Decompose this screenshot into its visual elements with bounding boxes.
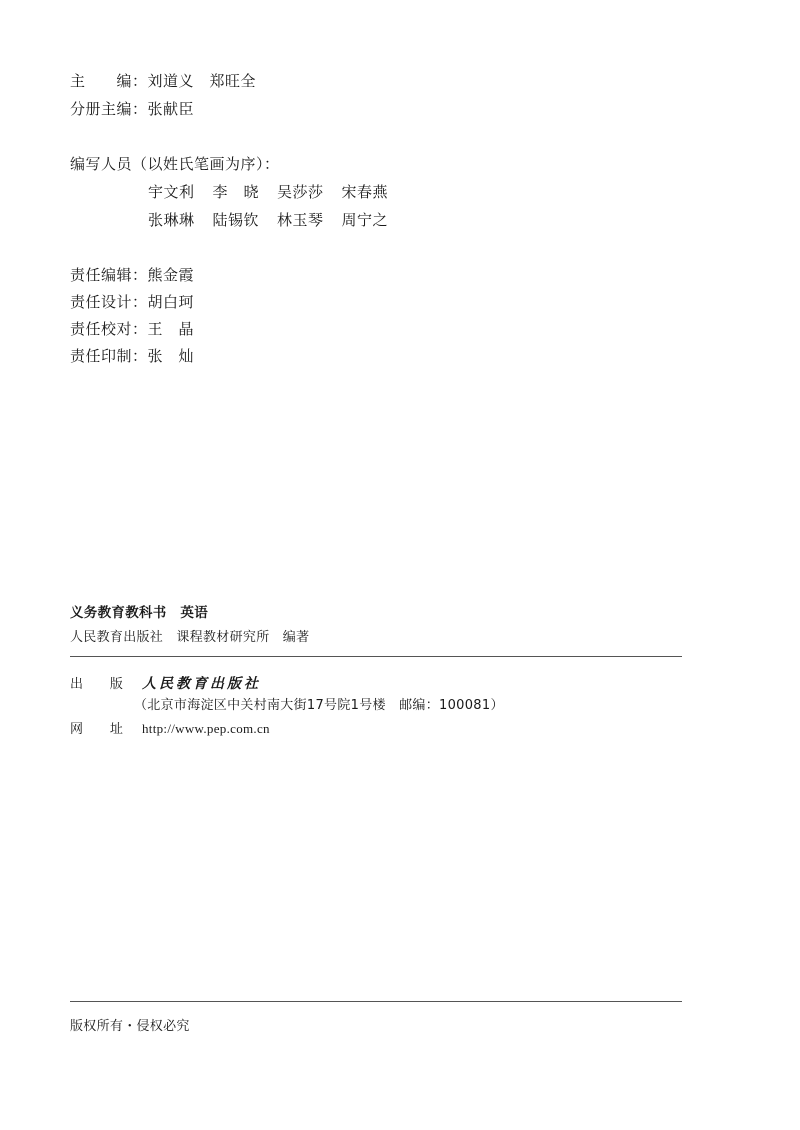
chief-editor-line [70,74,256,89]
writers-row-1 [148,185,406,200]
bottom-divider [70,1001,682,1002]
writers-label: 编写人员（以姓氏笔画为序）： [70,155,280,173]
chief-editor-value: 刘道义 郑旺全 [147,72,257,90]
writer-name: 宋春燕 [341,183,389,201]
responsible-editor-value: 熊金霞 [147,266,195,284]
responsible-proof-value: 王 晶 [147,320,195,338]
writer-name: 陆锡钦 [212,211,260,229]
copyright-notice: 版权所有・侵权必究 [70,1019,190,1034]
responsible-print-line [70,349,194,364]
responsible-design-value: 胡白珂 [147,293,195,311]
volume-editor-value: 张献臣 [147,100,195,118]
writer-name: 林玉琴 [277,211,324,229]
website-label: 网 址 [70,722,124,737]
top-divider [70,656,682,657]
responsible-design-label: 责任设计： [70,293,148,311]
writer-name: 李 晓 [212,183,260,201]
publisher-address: （北京市海淀区中关村南大街17号院1号楼 邮编：100081） [134,698,504,713]
responsible-design-line [70,295,194,310]
publisher-line [70,677,261,691]
responsible-proof-line [70,322,194,337]
book-title: 义务教育教科书 英语 [70,605,208,621]
book-author: 人民教育出版社 课程教材研究所 编著 [70,630,310,645]
website-url[interactable]: http://www.pep.com.cn [142,721,270,736]
responsible-print-value: 张 灿 [147,347,195,365]
responsible-editor-label: 责任编辑： [70,266,148,284]
writer-name: 周宁之 [341,211,389,229]
website-line [70,722,270,736]
volume-editor-label: 分册主编： [70,100,148,118]
chief-editor-label: 主 编： [70,72,148,90]
volume-editor-line [70,102,194,117]
responsible-editor-line [70,268,194,283]
writer-name: 宇文利 [148,183,195,201]
publisher-logo: 人民教育出版社 [142,676,261,692]
responsible-print-label: 责任印制： [70,347,148,365]
writer-name: 张琳琳 [148,211,195,229]
publisher-label: 出 版 [70,677,124,692]
writers-row-2 [148,213,406,228]
writer-name: 吴莎莎 [277,183,324,201]
responsible-proof-label: 责任校对： [70,320,148,338]
